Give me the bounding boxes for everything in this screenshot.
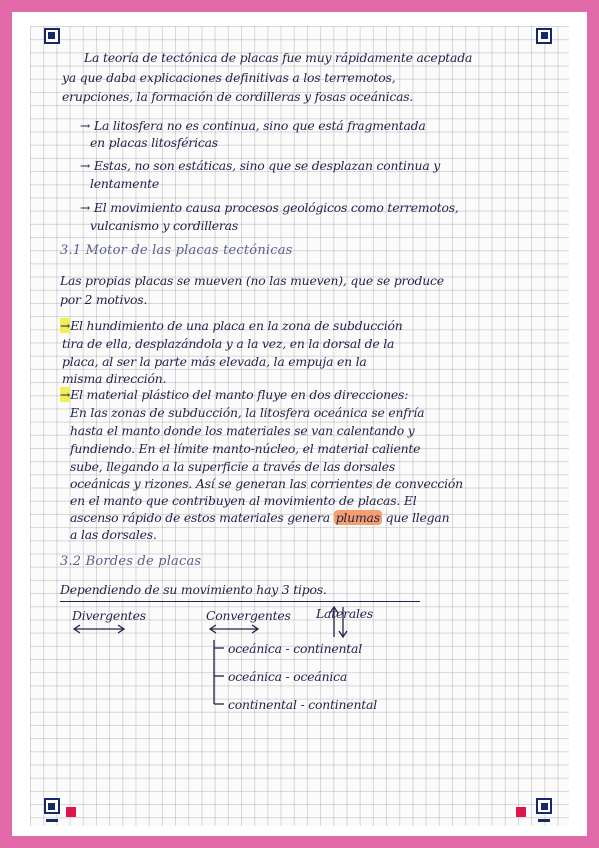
motive-2-text-8a: ascenso rápido de estos materiales genera — [70, 510, 330, 525]
section-heading-3-2: 3.2 Bordes de placas — [60, 554, 202, 569]
motive-1-line-3: placa, al ser la parte más elevada, la empuja en la — [62, 354, 367, 369]
motive-1-line-4: misma dirección. — [62, 371, 167, 386]
bullet-2-line-2: lentamente — [90, 176, 160, 191]
arrow-highlight-2: → — [60, 387, 71, 402]
corner-mark-top-left — [44, 28, 60, 44]
motive-1-line-2: tira de ella, desplazándola y a la vez, en la dorsal de la — [62, 336, 395, 351]
type-convergentes: Convergentes — [206, 608, 291, 623]
motive-2-line-1 — [60, 387, 408, 402]
section2-intro: Dependiendo de su movimiento hay 3 tipos. — [60, 582, 327, 597]
corner-mark-bottom-left — [44, 798, 60, 814]
intro-line-1: La teoría de tectónica de placas fue muy rápidamente aceptada — [84, 50, 473, 65]
motive-1-line-1 — [60, 318, 403, 333]
section1-paragraph-line-2: por 2 motivos. — [60, 292, 148, 307]
corner-mark-top-right — [536, 28, 552, 44]
section1-paragraph-line-1: Las propias placas se mueven (no las mueven), que se produce — [60, 273, 444, 288]
subtype-oceanica-oceanica: oceánica - oceánica — [228, 669, 348, 684]
motive-2-line-9: a las dorsales. — [70, 527, 157, 542]
motive-2-line-8 — [70, 510, 449, 525]
bullet-1-line-2: en placas litosféricas — [90, 135, 218, 150]
bullet-3-line-2: vulcanismo y cordilleras — [90, 218, 239, 233]
bullet-3-line-1: → El movimiento causa procesos geológicos como terremotos, — [80, 200, 459, 215]
subtype-continental-continental: continental - continental — [228, 697, 377, 712]
motive-2-line-3: hasta el manto donde los materiales se van calentando y — [70, 423, 415, 438]
type-laterales: Laterales — [316, 606, 374, 621]
corner-mark-bottom-right — [536, 798, 552, 814]
motive-2-text-1: El material plástico del manto fluye en dos direcciones: — [70, 387, 409, 402]
intro-line-3: erupciones, la formación de cordilleras y fosas oceánicas. — [62, 89, 414, 104]
intro-line-2: ya que daba explicaciones definitivas a los terremotos, — [62, 70, 396, 85]
bullet-2-line-1: → Estas, no son estáticas, sino que se desplazan continua y — [80, 158, 441, 173]
red-square-left — [66, 807, 76, 817]
motive-2-line-6: oceánicas y rizones. Así se generan las corrientes de convección — [70, 476, 463, 491]
corner-dash-left — [46, 819, 58, 822]
plumas-highlight: plumas — [335, 510, 380, 525]
subtypes-bracket — [206, 636, 230, 716]
motive-1-text-1: El hundimiento de una placa en la zona de subducción — [70, 318, 403, 333]
section-heading-3-1: 3.1 Motor de las placas tectónicas — [60, 243, 293, 258]
motive-2-line-2: En las zonas de subducción, la litosfera oceánica se enfría — [70, 405, 425, 420]
motive-2-line-5: sube, llegando a la superficie a través de las dorsales — [70, 459, 396, 474]
arrow-highlight-1: → — [60, 318, 71, 333]
red-square-right — [516, 807, 526, 817]
subtype-oceanica-continental: oceánica - continental — [228, 641, 362, 656]
motive-2-line-7: en el manto que contribuyen al movimiento de placas. El — [70, 493, 417, 508]
motive-2-text-8b: que llegan — [385, 510, 450, 525]
motive-2-line-4: fundiendo. En el límite manto-núcleo, el material caliente — [70, 441, 421, 456]
bullet-1-line-1: → La litosfera no es continua, sino que está fragmentada — [80, 118, 426, 133]
type-divergentes: Divergentes — [72, 608, 146, 623]
corner-dash-right — [538, 819, 550, 822]
section2-intro-underline — [60, 601, 420, 602]
